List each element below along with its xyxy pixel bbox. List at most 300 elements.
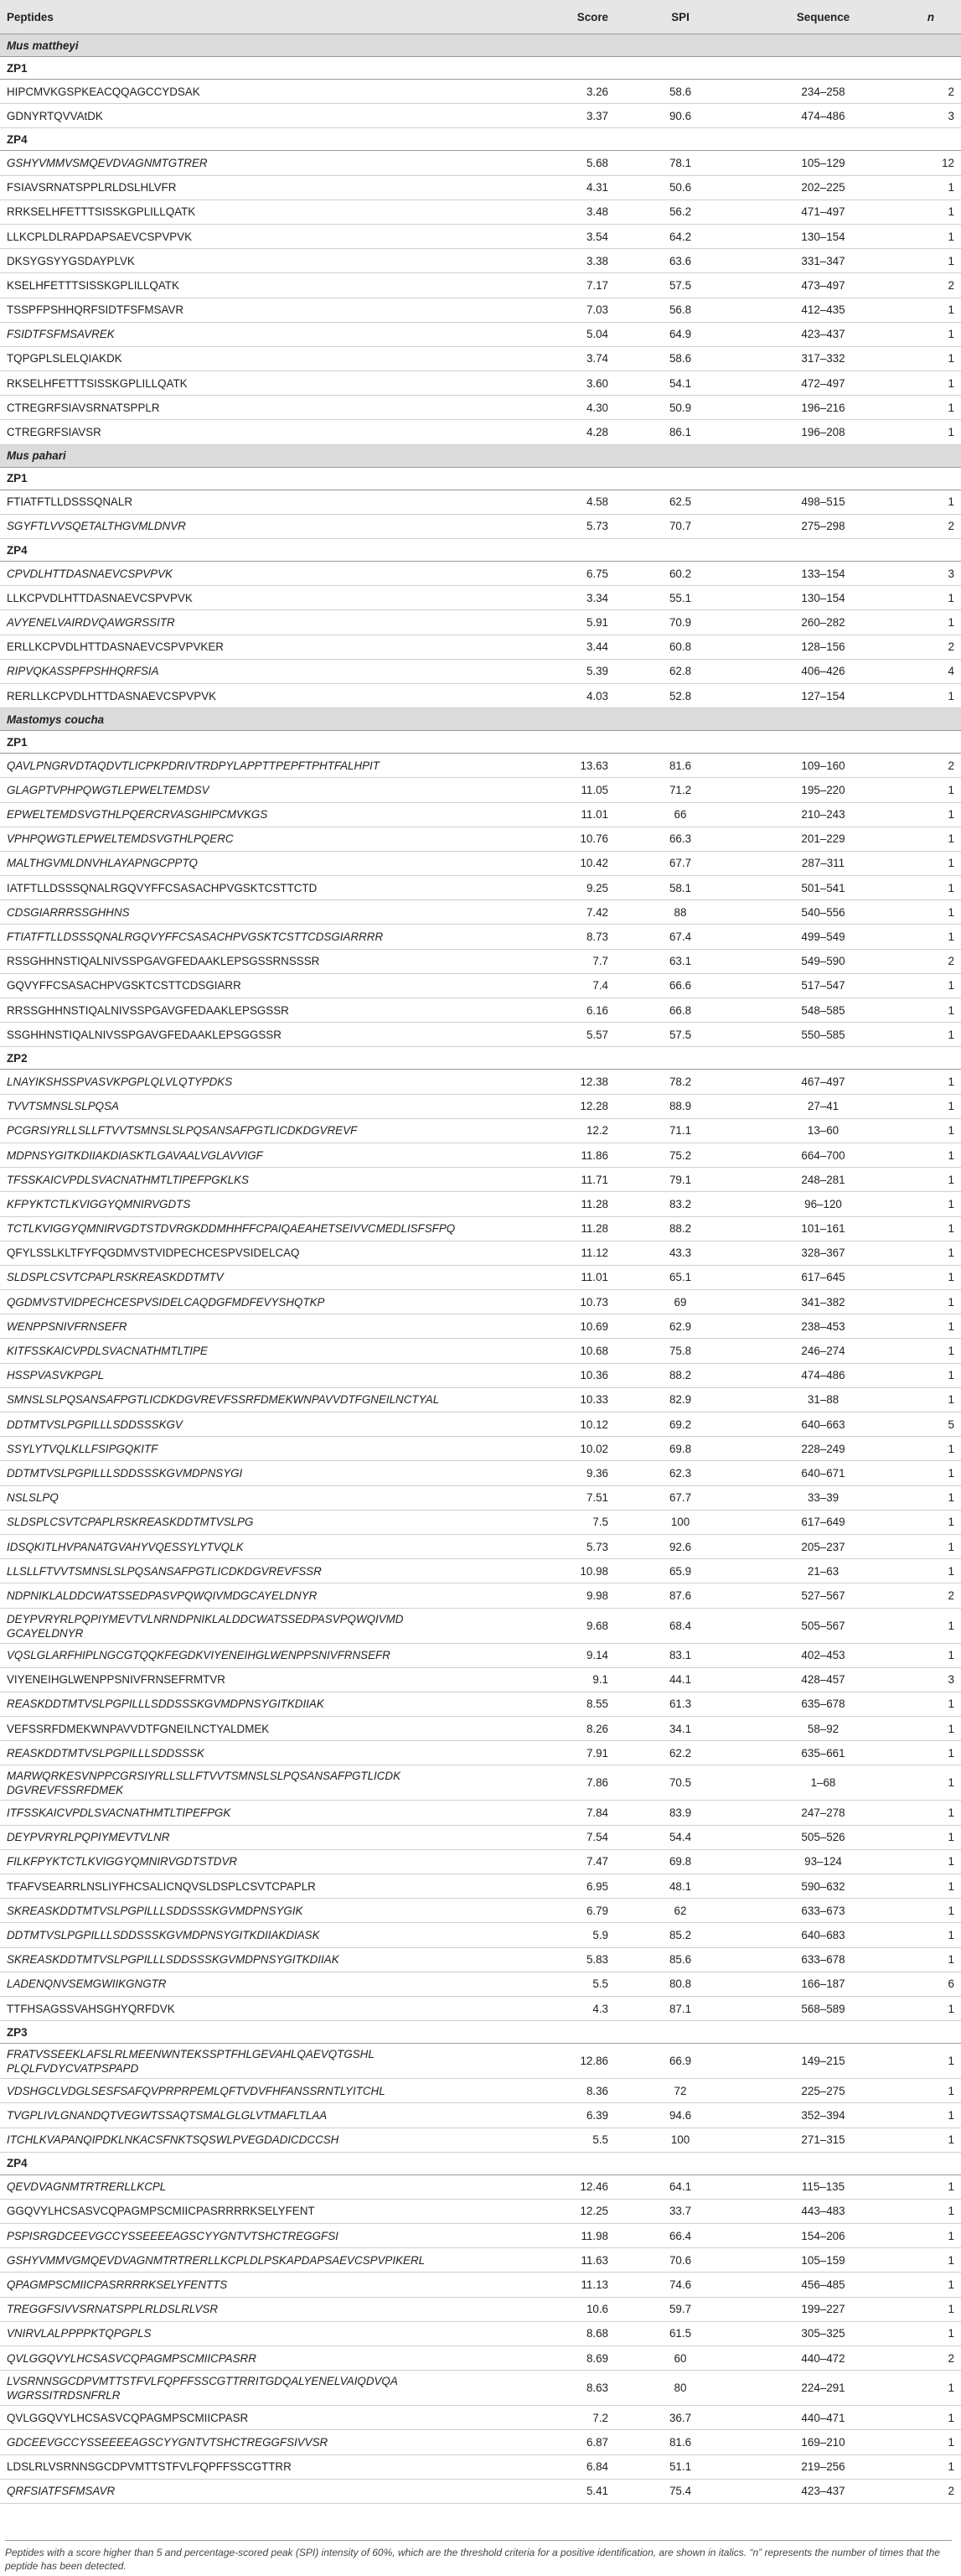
cell-sequence: 195–220 (746, 778, 901, 802)
cell-n: 1 (901, 420, 961, 444)
cell-peptide: QEVDVAGNMTRTRERLLKCPL (0, 2174, 474, 2199)
cell-spi: 86.1 (615, 420, 746, 444)
cell-score: 10.73 (474, 1290, 615, 1314)
cell-spi: 83.2 (615, 1192, 746, 1216)
cell-sequence: 423–437 (746, 322, 901, 346)
cell-peptide: RERLLKCPVDLHTTDASNAEVCSPVPVK (0, 683, 474, 707)
cell-spi: 68.4 (615, 1608, 746, 1643)
table-row (0, 1692, 961, 1716)
cell-n: 1 (901, 1143, 961, 1167)
cell-n: 2 (901, 949, 961, 973)
cell-sequence: 635–678 (746, 1692, 901, 1716)
cell-sequence: 549–590 (746, 949, 901, 973)
cell-spi: 71.1 (615, 1118, 746, 1143)
cell-peptide: EPWELTEMDSVGTHLPQERCRVASGHIPCMVKGS (0, 802, 474, 827)
cell-spi: 56.2 (615, 200, 746, 224)
cell-score: 8.73 (474, 925, 615, 949)
cell-sequence: 517–547 (746, 973, 901, 998)
cell-peptide: QVLGGQVYLHCSASVCQPAGMPSCMIICPASR (0, 2406, 474, 2430)
cell-n: 1 (901, 1290, 961, 1314)
cell-score: 6.75 (474, 562, 615, 586)
protein-name: ZP4 (0, 2152, 961, 2174)
cell-n: 1 (901, 876, 961, 900)
table-row (0, 1023, 961, 1047)
cell-n: 1 (901, 1118, 961, 1143)
cell-sequence: 505–526 (746, 1825, 901, 1849)
cell-spi: 87.1 (615, 1996, 746, 2020)
cell-spi: 51.1 (615, 2454, 746, 2479)
cell-spi: 78.1 (615, 151, 746, 175)
cell-spi: 88 (615, 900, 746, 925)
cell-peptide: FILKFPYKTCTLKVIGGYQMNIRVGDTSTDVR (0, 1849, 474, 1874)
header-n (901, 0, 961, 34)
cell-peptide: DDTMTVSLPGPILLLSDDSSSKGVMDPNSYGI (0, 1461, 474, 1485)
cell-sequence: 423–437 (746, 2479, 901, 2503)
cell-score: 5.83 (474, 1947, 615, 1972)
cell-spi: 82.9 (615, 1387, 746, 1412)
table-row (0, 1216, 961, 1241)
cell-spi: 55.1 (615, 586, 746, 610)
cell-score: 8.68 (474, 2321, 615, 2345)
cell-n: 1 (901, 802, 961, 827)
cell-peptide: LADENQNVSEMGWIIKGNGTR (0, 1972, 474, 1996)
cell-score: 12.25 (474, 2199, 615, 2223)
table-row (0, 1874, 961, 1899)
cell-spi: 66.8 (615, 998, 746, 1023)
cell-peptide: TFAFVSEARRLNSLIYFHCSALICNQVSLDSPLCSVTCPAPLR (0, 1874, 474, 1899)
cell-n: 1 (901, 1094, 961, 1118)
cell-n: 1 (901, 1314, 961, 1339)
cell-score: 6.79 (474, 1899, 615, 1923)
cell-sequence: 93–124 (746, 1849, 901, 1874)
cell-spi: 66.9 (615, 2044, 746, 2079)
cell-sequence: 224–291 (746, 2371, 901, 2406)
cell-score: 6.95 (474, 1874, 615, 1899)
cell-spi: 52.8 (615, 683, 746, 707)
cell-score: 11.01 (474, 1265, 615, 1289)
cell-score: 6.16 (474, 998, 615, 1023)
table-row (0, 610, 961, 635)
cell-peptide: KITFSSKAICVPDLSVACNATHMTLTIPE (0, 1339, 474, 1363)
cell-sequence: 471–497 (746, 200, 901, 224)
cell-sequence: 210–243 (746, 802, 901, 827)
cell-sequence: 474–486 (746, 104, 901, 128)
table-row (0, 1717, 961, 1741)
table-row (0, 1241, 961, 1265)
cell-score: 7.84 (474, 1801, 615, 1825)
species-row (0, 34, 961, 57)
cell-peptide: DKSYGSYYGSDAYPLVK (0, 249, 474, 273)
cell-sequence: 248–281 (746, 1168, 901, 1192)
protein-name: ZP1 (0, 57, 961, 80)
cell-spi: 70.7 (615, 514, 746, 538)
cell-spi: 85.2 (615, 1923, 746, 1947)
cell-n: 1 (901, 2224, 961, 2248)
cell-score: 4.30 (474, 396, 615, 420)
cell-sequence: 234–258 (746, 80, 901, 104)
cell-n: 1 (901, 827, 961, 851)
cell-score: 4.03 (474, 683, 615, 707)
cell-spi: 75.2 (615, 1143, 746, 1167)
cell-sequence: 317–332 (746, 346, 901, 371)
table-row (0, 802, 961, 827)
cell-spi: 88.2 (615, 1363, 746, 1387)
cell-score: 4.28 (474, 420, 615, 444)
table-row (0, 396, 961, 420)
cell-peptide: HIPCMVKGSPKEACQQAGCCYDSAK (0, 80, 474, 104)
cell-peptide: TVGPLIVLGNANDQTVEGWTSSAQTSMALGLGLVTMAFLTLAA (0, 2103, 474, 2128)
cell-spi: 78.2 (615, 1070, 746, 1094)
cell-sequence: 527–567 (746, 1583, 901, 1608)
cell-spi: 62.3 (615, 1461, 746, 1485)
cell-spi: 64.9 (615, 322, 746, 346)
cell-peptide: RKSELHFETTTSISSKGPLILLQATK (0, 371, 474, 396)
cell-sequence: 127–154 (746, 683, 901, 707)
cell-peptide: FTIATFTLLDSSSQNALRGQVYFFCSASACHPVGSKTCSTTCDSGIARRRR (0, 925, 474, 949)
cell-peptide: CPVDLHTTDASNAEVCSPVPVK (0, 562, 474, 586)
cell-peptide: LLKCPVDLHTTDASNAEVCSPVPVK (0, 586, 474, 610)
cell-score: 3.44 (474, 635, 615, 659)
cell-n: 3 (901, 104, 961, 128)
cell-peptide: LVSRNNSGCDPVMTTSTFVLFQPFFSSCGTTRRITGDQALYENELVAIQDVQA WGRSSITRDSNFRLR (0, 2371, 474, 2406)
cell-n: 1 (901, 1608, 961, 1643)
cell-sequence: 271–315 (746, 2128, 901, 2152)
protein-row (0, 1047, 961, 1070)
table-row (0, 851, 961, 875)
table-row (0, 1643, 961, 1667)
cell-sequence: 664–700 (746, 1143, 901, 1167)
table-row (0, 1534, 961, 1558)
cell-score: 11.05 (474, 778, 615, 802)
cell-n: 2 (901, 754, 961, 778)
cell-spi: 57.5 (615, 1023, 746, 1047)
cell-sequence: 428–457 (746, 1667, 901, 1692)
cell-n: 1 (901, 1825, 961, 1849)
cell-sequence: 21–63 (746, 1559, 901, 1583)
table-row (0, 1437, 961, 1461)
cell-peptide: LDSLRLVSRNNSGCDPVMTTSTFVLFQPFFSSCGTTRR (0, 2454, 474, 2479)
cell-spi: 81.6 (615, 754, 746, 778)
cell-peptide: TCTLKVIGGYQMNIRVGDTSTDVRGKDDMHHFFCPAIQAEAHETSEIVVCMEDLISFSFPQ (0, 1216, 474, 1241)
table-row (0, 1461, 961, 1485)
protein-row (0, 57, 961, 80)
cell-spi: 75.8 (615, 1339, 746, 1363)
cell-sequence: 633–673 (746, 1899, 901, 1923)
cell-score: 5.73 (474, 514, 615, 538)
cell-sequence: 505–567 (746, 1608, 901, 1643)
cell-n: 1 (901, 1265, 961, 1289)
cell-score: 11.01 (474, 802, 615, 827)
cell-peptide: GSHYVMMVSMQEVDVAGNMTGTRER (0, 151, 474, 175)
table-row (0, 1118, 961, 1143)
cell-score: 12.86 (474, 2044, 615, 2079)
cell-spi: 74.6 (615, 2273, 746, 2297)
cell-peptide: AVYENELVAIRDVQAWGRSSITR (0, 610, 474, 635)
cell-spi: 65.1 (615, 1265, 746, 1289)
table-row (0, 1168, 961, 1192)
cell-score: 3.60 (474, 371, 615, 396)
cell-peptide: SSYLYTVQLKLLFSIPGQKITF (0, 1437, 474, 1461)
cell-n: 1 (901, 1947, 961, 1972)
cell-spi: 85.6 (615, 1947, 746, 1972)
cell-spi: 88.9 (615, 1094, 746, 1118)
table-row (0, 1314, 961, 1339)
cell-peptide: SMNSLSLPQSANSAFPGTLICDKDGVREVFSSRFDMEKWNPAVVDTFGNEILNCTYAL (0, 1387, 474, 1412)
cell-peptide: FTIATFTLLDSSSQNALR (0, 490, 474, 514)
cell-n: 1 (901, 249, 961, 273)
table-row (0, 2044, 961, 2079)
table-row (0, 2079, 961, 2103)
cell-peptide: ERLLKCPVDLHTTDASNAEVCSPVPVKER (0, 635, 474, 659)
cell-spi: 90.6 (615, 104, 746, 128)
cell-score: 7.2 (474, 2406, 615, 2430)
cell-sequence: 58–92 (746, 1717, 901, 1741)
cell-score: 6.39 (474, 2103, 615, 2128)
cell-spi: 83.9 (615, 1801, 746, 1825)
cell-score: 7.5 (474, 1510, 615, 1534)
cell-n: 1 (901, 998, 961, 1023)
cell-score: 11.71 (474, 1168, 615, 1192)
cell-peptide: NSLSLPQ (0, 1485, 474, 1510)
cell-n: 1 (901, 2371, 961, 2406)
cell-spi: 80.8 (615, 1972, 746, 1996)
cell-score: 3.54 (474, 224, 615, 248)
table-row (0, 754, 961, 778)
cell-score: 10.42 (474, 851, 615, 875)
species-name: Mus mattheyi (0, 34, 961, 57)
cell-sequence: 499–549 (746, 925, 901, 949)
cell-n: 1 (901, 200, 961, 224)
cell-score: 10.98 (474, 1559, 615, 1583)
cell-score: 9.14 (474, 1643, 615, 1667)
cell-sequence: 473–497 (746, 273, 901, 298)
cell-n: 1 (901, 1168, 961, 1192)
cell-score: 3.34 (474, 586, 615, 610)
cell-spi: 50.6 (615, 175, 746, 200)
cell-score: 3.74 (474, 346, 615, 371)
cell-score: 4.3 (474, 1996, 615, 2020)
cell-n: 1 (901, 1339, 961, 1363)
table-row (0, 1290, 961, 1314)
cell-score: 5.57 (474, 1023, 615, 1047)
table-row (0, 2430, 961, 2454)
cell-peptide: REASKDDTMTVSLPGPILLLSDDSSSKGVMDPNSYGITKDIIAK (0, 1692, 474, 1716)
cell-n: 1 (901, 925, 961, 949)
header-spi: SPI (615, 0, 746, 34)
cell-spi: 69 (615, 1290, 746, 1314)
cell-sequence: 260–282 (746, 610, 901, 635)
table-row (0, 1070, 961, 1094)
cell-score: 7.51 (474, 1485, 615, 1510)
table-row (0, 2297, 961, 2321)
species-row (0, 708, 961, 731)
table-row (0, 1510, 961, 1534)
cell-score: 6.84 (474, 2454, 615, 2479)
table-row (0, 2454, 961, 2479)
cell-peptide: MARWQRKESVNPPCGRSIYRLLSLLFTVVTSMNSLSLPQSANSAFPGTLICDK DGVREVFSSRFDMEK (0, 1765, 474, 1801)
cell-score: 9.1 (474, 1667, 615, 1692)
cell-n: 3 (901, 1667, 961, 1692)
cell-score: 12.38 (474, 1070, 615, 1094)
table-row (0, 420, 961, 444)
cell-n: 1 (901, 1534, 961, 1558)
cell-sequence: 228–249 (746, 1437, 901, 1461)
cell-spi: 48.1 (615, 1874, 746, 1899)
cell-sequence: 128–156 (746, 635, 901, 659)
cell-sequence: 406–426 (746, 659, 901, 683)
cell-peptide: DDTMTVSLPGPILLLSDDSSSKGV (0, 1412, 474, 1437)
cell-sequence: 474–486 (746, 1363, 901, 1387)
cell-peptide: GSHYVMMVGMQEVDVAGNMTRTRERLLKCPLDLPSKAPDAPSAEVCSPVPIKERL (0, 2248, 474, 2273)
cell-peptide: RRKSELHFETTTSISSKGPLILLQATK (0, 200, 474, 224)
cell-sequence: 196–216 (746, 396, 901, 420)
table-row (0, 778, 961, 802)
cell-score: 9.36 (474, 1461, 615, 1485)
cell-n: 1 (901, 1741, 961, 1765)
cell-spi: 70.5 (615, 1765, 746, 1801)
cell-score: 5.41 (474, 2479, 615, 2503)
cell-score: 11.28 (474, 1192, 615, 1216)
species-row (0, 444, 961, 467)
header-n-label: n (927, 10, 935, 23)
cell-n: 5 (901, 1412, 961, 1437)
table-row (0, 1667, 961, 1692)
cell-n: 1 (901, 1387, 961, 1412)
cell-spi: 50.9 (615, 396, 746, 420)
cell-n: 1 (901, 610, 961, 635)
table-row (0, 1143, 961, 1167)
cell-sequence: 109–160 (746, 754, 901, 778)
cell-sequence: 154–206 (746, 2224, 901, 2248)
table-row (0, 1923, 961, 1947)
cell-peptide: RSSGHHNSTIQALNIVSSPGAVGFEDAAKLEPSGSSRNSSSR (0, 949, 474, 973)
cell-n: 1 (901, 490, 961, 514)
cell-spi: 62.9 (615, 1314, 746, 1339)
table-row (0, 1849, 961, 1874)
table-row (0, 1363, 961, 1387)
cell-peptide: RRSSGHHNSTIQALNIVSSPGAVGFEDAAKLEPSGSSR (0, 998, 474, 1023)
cell-sequence: 635–661 (746, 1741, 901, 1765)
cell-spi: 66.4 (615, 2224, 746, 2248)
cell-n: 1 (901, 1461, 961, 1485)
cell-sequence: 456–485 (746, 2273, 901, 2297)
cell-peptide: TSSPFPSHHQRFSIDTFSFMSAVR (0, 298, 474, 322)
cell-sequence: 219–256 (746, 2454, 901, 2479)
cell-score: 10.6 (474, 2297, 615, 2321)
cell-peptide: FRATVSSEEKLAFSLRLMEENWNTEKSSPTFHLGEVAHLQAEVQTGSHL PLQLFVDYCVATPSPAPD (0, 2044, 474, 2079)
table-row (0, 973, 961, 998)
cell-score: 5.9 (474, 1923, 615, 1947)
cell-score: 7.4 (474, 973, 615, 998)
cell-peptide: TQPGPLSLELQIAKDK (0, 346, 474, 371)
cell-n: 1 (901, 2174, 961, 2199)
cell-peptide: IDSQKITLHVPANATGVAHYVQESSYLYTVQLK (0, 1534, 474, 1558)
table-row (0, 925, 961, 949)
cell-peptide: KFPYKTCTLKVIGGYQMNIRVGDTS (0, 1192, 474, 1216)
cell-score: 12.2 (474, 1118, 615, 1143)
cell-score: 11.13 (474, 2273, 615, 2297)
cell-score: 11.12 (474, 1241, 615, 1265)
cell-n: 1 (901, 2199, 961, 2223)
cell-peptide: ITFSSKAICVPDLSVACNATHMTLTIPEFPGK (0, 1801, 474, 1825)
cell-sequence: 115–135 (746, 2174, 901, 2199)
cell-score: 3.37 (474, 104, 615, 128)
cell-sequence: 341–382 (746, 1290, 901, 1314)
cell-score: 7.86 (474, 1765, 615, 1801)
cell-sequence: 1–68 (746, 1765, 901, 1801)
cell-spi: 54.4 (615, 1825, 746, 1849)
cell-peptide: SLDSPLCSVTCPAPLRSKREASKDDTMTV (0, 1265, 474, 1289)
cell-n: 1 (901, 1643, 961, 1667)
cell-peptide: VDSHGCLVDGLSESFSAFQVPRPRPEMLQFTVDVFHFANSSRNTLYITCHL (0, 2079, 474, 2103)
cell-peptide: VIYENEIHGLWENPPSNIVFRNSEFRMTVR (0, 1667, 474, 1692)
table-row (0, 298, 961, 322)
table-row (0, 1801, 961, 1825)
cell-spi: 87.6 (615, 1583, 746, 1608)
cell-peptide: DDTMTVSLPGPILLLSDDSSSKGVMDPNSYGITKDIIAKDIASK (0, 1923, 474, 1947)
cell-peptide: LLSLLFTVVTSMNSLSLPQSANSAFPGTLICDKDGVREVFSSR (0, 1559, 474, 1583)
cell-score: 12.46 (474, 2174, 615, 2199)
cell-spi: 63.6 (615, 249, 746, 273)
cell-spi: 81.6 (615, 2430, 746, 2454)
header-peptides: Peptides (0, 0, 474, 34)
table-row (0, 2346, 961, 2371)
cell-spi: 57.5 (615, 273, 746, 298)
cell-score: 7.54 (474, 1825, 615, 1849)
table-row (0, 1265, 961, 1289)
protein-row (0, 2021, 961, 2044)
cell-spi: 71.2 (615, 778, 746, 802)
species-name: Mus pahari (0, 444, 961, 467)
cell-spi: 58.6 (615, 346, 746, 371)
cell-sequence: 467–497 (746, 1070, 901, 1094)
cell-peptide: KSELHFETTTSISSKGPLILLQATK (0, 273, 474, 298)
cell-spi: 36.7 (615, 2406, 746, 2430)
cell-peptide: WENPPSNIVFRNSEFR (0, 1314, 474, 1339)
cell-spi: 67.7 (615, 1485, 746, 1510)
cell-score: 9.25 (474, 876, 615, 900)
cell-score: 10.02 (474, 1437, 615, 1461)
cell-n: 1 (901, 1485, 961, 1510)
cell-peptide: VPHPQWGTLEPWELTEMDSVGTHLPQERC (0, 827, 474, 851)
cell-spi: 43.3 (615, 1241, 746, 1265)
cell-spi: 79.1 (615, 1168, 746, 1192)
cell-n: 1 (901, 586, 961, 610)
cell-spi: 62.5 (615, 490, 746, 514)
cell-score: 11.86 (474, 1143, 615, 1167)
cell-score: 5.5 (474, 2128, 615, 2152)
cell-score: 5.39 (474, 659, 615, 683)
cell-n: 2 (901, 273, 961, 298)
cell-n: 1 (901, 1849, 961, 1874)
table-row (0, 1094, 961, 1118)
cell-n: 2 (901, 80, 961, 104)
header-score: Score (474, 0, 615, 34)
cell-n: 2 (901, 1583, 961, 1608)
cell-n: 1 (901, 2430, 961, 2454)
cell-n: 2 (901, 635, 961, 659)
cell-n: 1 (901, 371, 961, 396)
table-footnote: Peptides with a score higher than 5 and percentage-scored peak (SPI) intensity of 60%, which are the threshold criteria for a positive identification, are shown in italics. “n” represents the number of times that the peptide has been detected. (5, 2540, 952, 2573)
table-row (0, 998, 961, 1023)
cell-n: 1 (901, 2044, 961, 2079)
cell-sequence: 617–649 (746, 1510, 901, 1534)
cell-sequence: 130–154 (746, 586, 901, 610)
cell-spi: 67.4 (615, 925, 746, 949)
cell-sequence: 27–41 (746, 1094, 901, 1118)
cell-score: 10.68 (474, 1339, 615, 1363)
cell-score: 10.76 (474, 827, 615, 851)
